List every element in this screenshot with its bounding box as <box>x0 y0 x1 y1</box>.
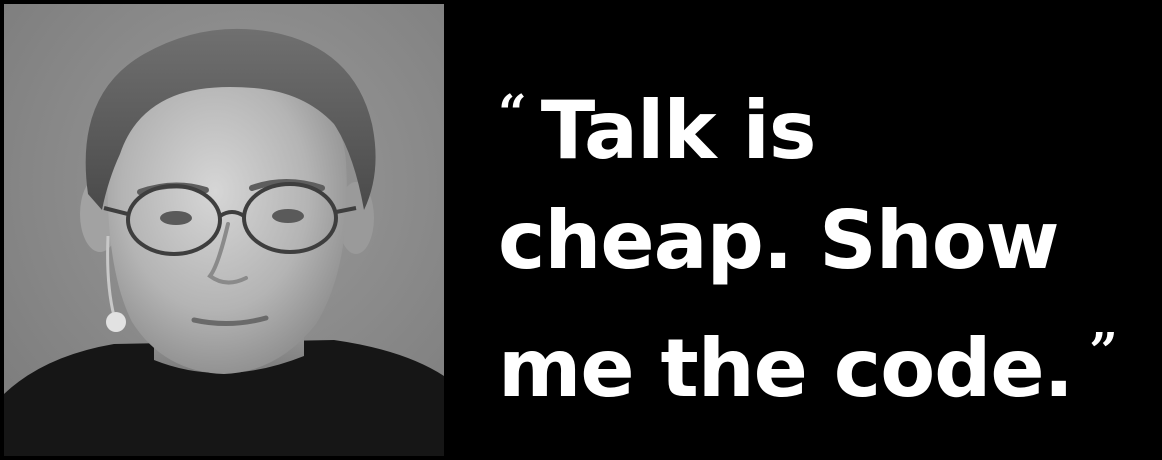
quote-text <box>498 58 1148 424</box>
portrait-illustration <box>4 4 444 456</box>
quote-line-3-text: me the code. <box>498 322 1074 415</box>
face <box>108 70 347 374</box>
close-quote-mark: ” <box>1089 321 1112 380</box>
left-eye <box>160 211 192 225</box>
right-eye <box>272 209 304 223</box>
headset-mic <box>106 312 126 332</box>
quote-line-3 <box>498 296 1148 424</box>
quote-line-2: cheap. Show <box>498 194 1059 287</box>
quote-line-1-text: Talk is <box>540 84 816 177</box>
open-quote-mark: “ <box>498 83 521 142</box>
portrait-photo <box>4 4 444 456</box>
quote-line-1 <box>498 58 1148 186</box>
